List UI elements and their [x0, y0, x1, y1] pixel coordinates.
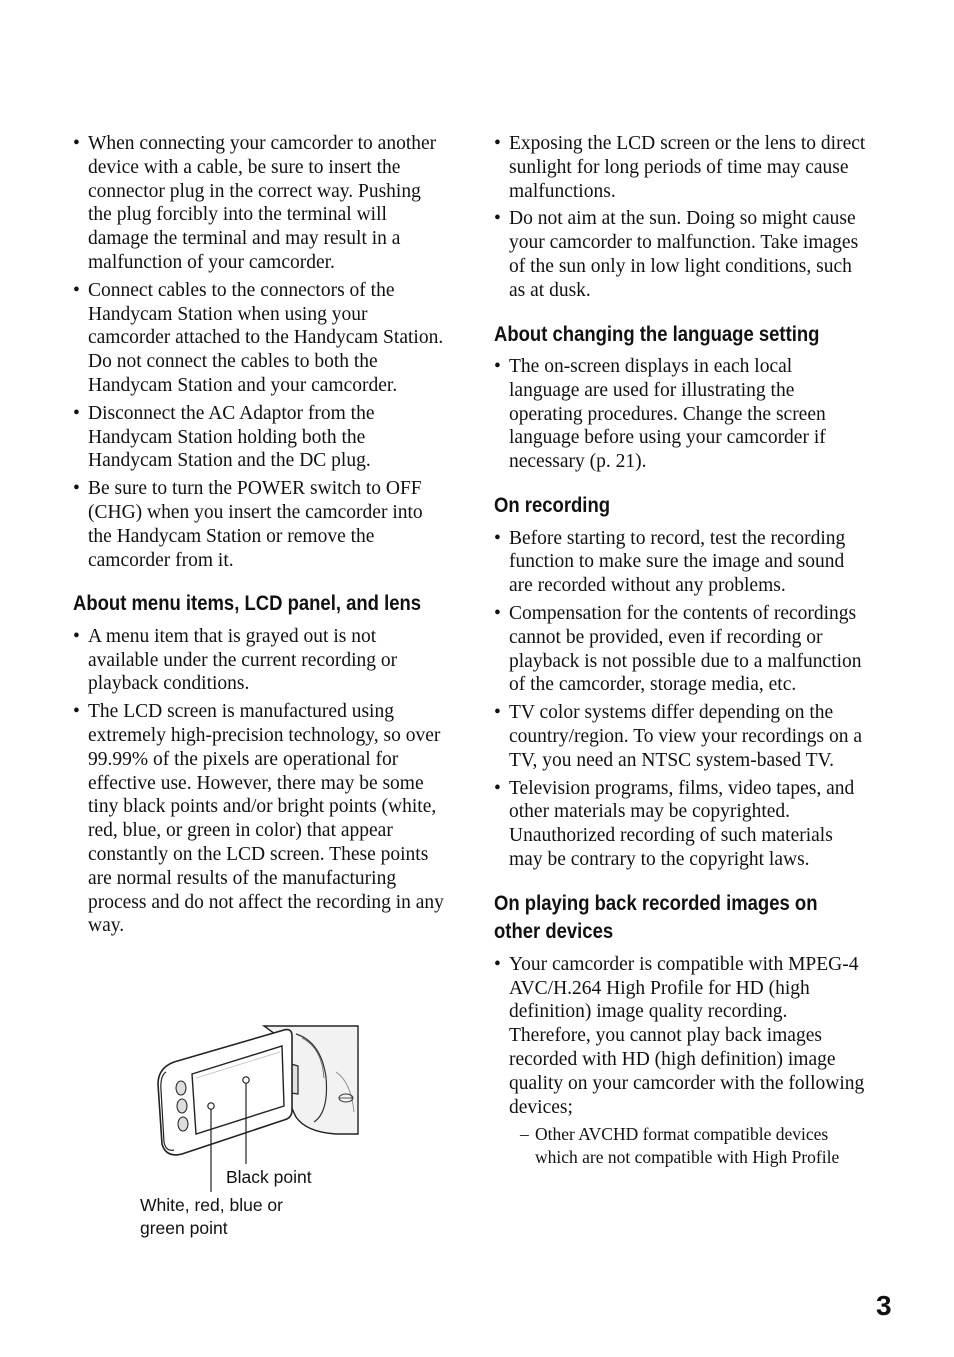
bullet-item: • Exposing the LCD screen or the lens to direct sunlight for long periods of time may cause malfunctions.	[494, 132, 866, 203]
playback-sub-list	[509, 1123, 866, 1168]
bullet-item	[494, 953, 866, 1169]
bullet-item: • Disconnect the AC Adaptor from the Handycam Station holding both the Handycam Station and the DC plug.	[73, 402, 445, 473]
bullet-item: • Compensation for the contents of recordings cannot be provided, even if recording or playback is not possible due to a malfunction of the camcorder, storage media, etc.	[494, 602, 866, 697]
bullet-text: Your camcorder is compatible with MPEG-4 AVC/H.264 High Profile for HD (high definition) image quality recording. Therefore, you cannot play back images recorded with HD (high definition) image quality on your camcorder with the following devices;	[509, 953, 865, 1118]
menu-lcd-lens-bullets	[73, 625, 445, 938]
language-setting-bullets	[494, 355, 866, 474]
sub-list-item: – Other AVCHD format compatible devices which are not compatible with High Profile	[524, 1123, 866, 1168]
sunlight-bullets	[494, 132, 866, 303]
bullet-item: • Before starting to record, test the recording function to make sure the image and sound are recorded without any problems.	[494, 527, 866, 598]
on-recording-bullets	[494, 527, 866, 872]
playback-other-devices-heading: On playing back recorded images on other devices	[494, 891, 818, 944]
connection-bullets	[73, 132, 445, 572]
bullet-item: • A menu item that is grayed out is not available under the current recording or playback conditions.	[73, 625, 445, 696]
bullet-item: • Connect cables to the connectors of the Handycam Station when using your camcorder attached to the Handycam Station. Do not connect the cables to both the Handycam Station and your camcorder.	[73, 279, 445, 398]
page-number: 3	[876, 1290, 892, 1321]
left-column	[73, 132, 445, 942]
bullet-item: • Be sure to turn the POWER switch to OFF (CHG) when you insert the camcorder into the Handycam Station or remove the camcorder from it.	[73, 477, 445, 572]
lcd-panel-illustration	[136, 1022, 376, 1252]
color-point-caption-line2: green point	[140, 1218, 228, 1238]
menu-lcd-lens-heading: About menu items, LCD panel, and lens	[73, 592, 422, 616]
bullet-item: • TV color systems differ depending on the country/region. To view your recordings on a TV, you need an NTSC system-based TV.	[494, 701, 866, 772]
bullet-item: • Television programs, films, video tapes, and other materials may be copyrighted. Unauthorized recording of such materials may be contrary to the copyright laws.	[494, 777, 866, 872]
right-column	[494, 132, 866, 1172]
color-point-caption-line1: White, red, blue or	[140, 1195, 283, 1215]
language-setting-heading: About changing the language setting	[494, 322, 820, 346]
on-recording-heading: On recording	[494, 494, 611, 518]
bullet-item: • The on-screen displays in each local language are used for illustrating the operating procedures. Change the screen language before using your camcorder if necessary (p. 21).	[494, 355, 866, 474]
black-point-caption: Black point	[226, 1167, 312, 1187]
bullet-item: • The LCD screen is manufactured using extremely high-precision technology, so over 99.99% of the pixels are operational for effective use. However, there may be some tiny black points and/or bright points (white, red, blue, or green in color) that appear constantly on the LCD screen. These points are normal results of the manufacturing process and do not affect the recording in any way.	[73, 700, 445, 938]
bullet-item: • When connecting your camcorder to another device with a cable, be sure to insert the connector plug in the correct way. Pushing the plug forcibly into the terminal will damage the terminal and may result in a malfunction of your camcorder.	[73, 132, 445, 275]
bullet-item: • Do not aim at the sun. Doing so might cause your camcorder to malfunction. Take images of the sun only in low light conditions, such as at dusk.	[494, 207, 866, 302]
playback-other-devices-bullets	[494, 953, 866, 1169]
